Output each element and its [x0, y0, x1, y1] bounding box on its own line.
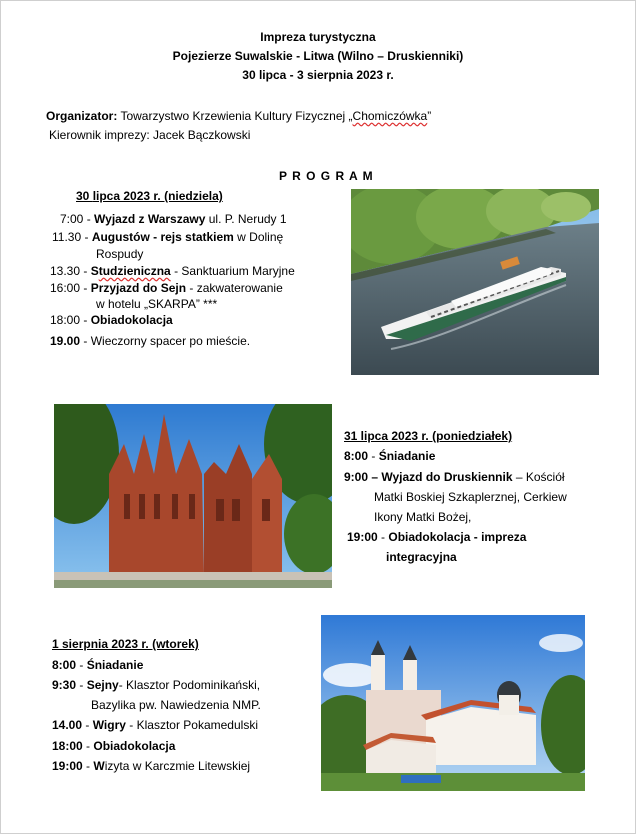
item-time: 8:00	[52, 658, 77, 672]
item-sep: -	[82, 759, 94, 773]
item-bold: Sejny	[86, 678, 119, 692]
item-time: 9:00	[344, 470, 369, 484]
day1-item	[50, 264, 295, 278]
day2-item	[344, 449, 435, 463]
item-time: 9:30	[52, 678, 77, 692]
day3-item	[52, 759, 250, 773]
item-bold: Obiadokolacja - impreza	[388, 530, 527, 544]
item-text: - zakwaterowanie	[186, 281, 283, 295]
day3-item-continuation: Bazylika pw. Nawiedzenia NMP.	[91, 698, 261, 712]
item-sep: -	[377, 530, 389, 544]
day3-item	[52, 658, 143, 672]
item-bold: Wigry	[92, 718, 126, 732]
day1-item	[60, 212, 287, 226]
item-sep: -	[83, 212, 95, 226]
item-sep: -	[80, 264, 91, 278]
item-time: 11.30	[52, 230, 82, 244]
day1-item-continuation: Rospudy	[96, 247, 144, 261]
item-time: 19:00	[52, 759, 83, 773]
day1-item	[50, 313, 173, 327]
brick-church-photo	[54, 404, 332, 588]
day2-item-continuation: integracyjna	[386, 550, 457, 564]
monastery-photo	[321, 615, 585, 791]
event-type-title: Impreza turystyczna	[260, 30, 376, 44]
organizer-label: Organizator:	[46, 109, 118, 123]
item-time: 19:00	[347, 530, 378, 544]
program-title: P R O G R A M	[279, 169, 374, 183]
day2-item-continuation: Ikony Matki Bożej,	[374, 510, 472, 524]
day1-date-prefix: 30	[76, 189, 93, 203]
day3-item	[52, 718, 258, 732]
event-dates-title: 30 lipca - 3 sierpnia 2023 r.	[242, 68, 394, 82]
item-time: 18:00	[50, 313, 81, 327]
item-text: izyta w Karczmie Litewskiej	[104, 759, 251, 773]
item-sep: -	[82, 718, 93, 732]
item-sep: –	[368, 470, 382, 484]
item-sep: -	[82, 739, 94, 753]
item-sep: -	[76, 658, 87, 672]
day3-date: 1 sierpnia 2023 r. (wtorek)	[52, 637, 199, 651]
organizer-line	[46, 109, 431, 123]
item-text: ul. P. Nerudy 1	[205, 212, 287, 226]
item-sep: -	[76, 678, 87, 692]
day1-date-rest: lipca 2023 r. (niedziela)	[92, 189, 223, 203]
item-text: Wieczorny spacer po mieście.	[90, 334, 251, 348]
item-sep: -	[368, 449, 379, 463]
day1-item	[50, 334, 250, 348]
day1-item-continuation: w hotelu „SKARPA” ***	[96, 297, 218, 311]
item-time: 7:00	[60, 212, 84, 226]
item-text: - Klasztor Pokamedulski	[125, 718, 258, 732]
day1-item	[52, 230, 283, 244]
item-sep: -	[80, 281, 91, 295]
item-time: 19.00	[50, 334, 81, 348]
organizer-prefix: Towarzystwo Krzewienia Kultury Fizycznej „	[117, 109, 353, 123]
manager-line: Kierownik imprezy: Jacek Bączkowski	[49, 128, 251, 142]
event-route-title: Pojezierze Suwalskie - Litwa (Wilno – Druskienniki)	[172, 49, 464, 63]
item-bold: Augustów - rejs statkiem	[91, 230, 234, 244]
day2-item	[347, 530, 526, 544]
item-bold-pre: S	[90, 264, 99, 278]
day2-item	[344, 470, 565, 484]
item-bold: Obiadokolacja	[93, 739, 176, 753]
item-text: w Dolinę	[233, 230, 284, 244]
boat-on-river-photo	[351, 189, 599, 375]
day2-date: 31 lipca 2023 r. (poniedziałek)	[344, 429, 513, 443]
item-text: - Sanktuarium Maryjne	[170, 264, 295, 278]
item-time: 13.30	[50, 264, 81, 278]
organizer-suffix: ”	[427, 109, 432, 123]
item-time: 14.00	[52, 718, 83, 732]
item-time: 8:00	[344, 449, 369, 463]
day2-item-continuation: Matki Boskiej Szkaplerznej, Cerkiew	[374, 490, 567, 504]
day3-item	[52, 678, 260, 692]
organizer-name: Chomiczówka	[352, 109, 428, 123]
item-bold: Obiadokolacja	[90, 313, 173, 327]
day1-date	[76, 189, 223, 203]
item-text: - Klasztor Podominikański,	[118, 678, 261, 692]
item-bold: W	[93, 759, 105, 773]
item-bold: Wyjazd z Warszawy	[94, 212, 206, 226]
item-sep: -	[80, 313, 91, 327]
item-bold-misspelled: tudzieniczna	[98, 264, 171, 278]
day3-item	[52, 739, 175, 753]
item-bold: Przyjazd do Sejn	[90, 281, 187, 295]
item-time: 18:00	[52, 739, 83, 753]
item-bold: Śniadanie	[378, 449, 436, 463]
item-sep: -	[80, 334, 91, 348]
item-sep: -	[81, 230, 92, 244]
day1-item	[50, 281, 283, 295]
item-text: – Kościół	[512, 470, 565, 484]
item-time: 16:00	[50, 281, 81, 295]
item-bold: Wyjazd do Druskiennik	[381, 470, 513, 484]
item-bold: Śniadanie	[86, 658, 144, 672]
